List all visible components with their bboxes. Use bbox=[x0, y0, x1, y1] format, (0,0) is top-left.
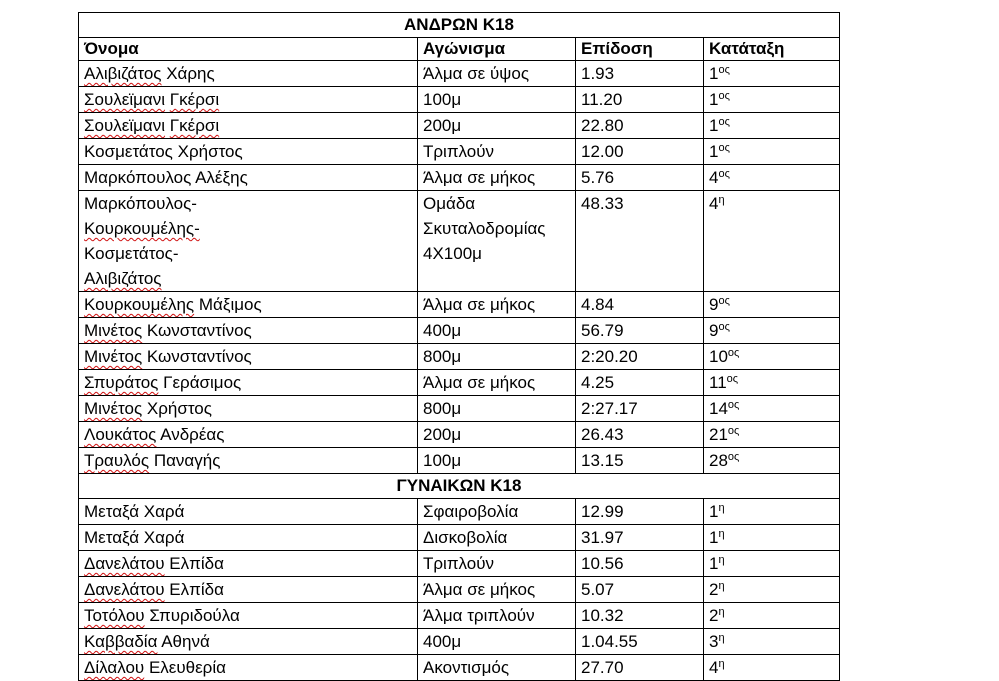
mark-value: 2:20.20 bbox=[581, 347, 638, 366]
mark-value: 4.25 bbox=[581, 373, 615, 392]
header-rank: Κατάταξη bbox=[704, 38, 840, 61]
rank-ordinal-suffix: η bbox=[718, 606, 725, 618]
rank-ordinal-suffix: ος bbox=[726, 373, 739, 385]
rank-ordinal-suffix: ος bbox=[727, 399, 740, 411]
rank-cell bbox=[704, 603, 840, 629]
rank-ordinal-suffix: ος bbox=[727, 451, 740, 463]
mark-value: 12.99 bbox=[581, 502, 624, 521]
name-cell bbox=[79, 422, 418, 448]
rank-value: 1 bbox=[709, 142, 719, 161]
rank-ordinal-suffix: ος bbox=[718, 142, 730, 154]
rank-ordinal-suffix: ος bbox=[718, 116, 730, 128]
table-row bbox=[79, 61, 840, 87]
name-cell bbox=[79, 577, 418, 603]
table-row bbox=[79, 292, 840, 318]
rank-cell bbox=[704, 139, 840, 165]
event-label: Άλμα σε μήκος bbox=[423, 168, 536, 187]
rank-ordinal-suffix: η bbox=[718, 580, 725, 592]
event-label: 800μ bbox=[423, 347, 462, 366]
header-name: Όνομα bbox=[79, 38, 418, 61]
rank-value: 10 bbox=[709, 347, 728, 366]
event-label: 800μ bbox=[423, 399, 462, 418]
table-row bbox=[79, 370, 840, 396]
mark-cell bbox=[576, 370, 704, 396]
athlete-name: Μεταξά Χαρά bbox=[84, 528, 185, 547]
table-row bbox=[79, 165, 840, 191]
mark-cell bbox=[576, 396, 704, 422]
event-cell bbox=[418, 61, 576, 87]
name-cell bbox=[79, 448, 418, 474]
rank-ordinal-suffix: ος bbox=[718, 90, 730, 102]
mark-cell bbox=[576, 603, 704, 629]
mark-value: 10.32 bbox=[581, 606, 624, 625]
mark-cell bbox=[576, 448, 704, 474]
event-cell bbox=[418, 139, 576, 165]
rank-ordinal-suffix: ος bbox=[727, 347, 740, 359]
rank-cell bbox=[704, 191, 840, 292]
event-cell bbox=[418, 113, 576, 139]
rank-cell bbox=[704, 551, 840, 577]
event-label: 400μ bbox=[423, 632, 462, 651]
name-cell bbox=[79, 191, 418, 292]
event-label: 200μ bbox=[423, 116, 462, 135]
mark-cell bbox=[576, 113, 704, 139]
rank-ordinal-suffix: η bbox=[718, 554, 725, 566]
header-mark: Επίδοση bbox=[576, 38, 704, 61]
mark-cell bbox=[576, 87, 704, 113]
table-row bbox=[79, 191, 840, 292]
name-cell bbox=[79, 525, 418, 551]
athlete-name: Μινέτος Κωνσταντίνος bbox=[84, 321, 252, 340]
mark-value: 31.97 bbox=[581, 528, 624, 547]
mark-value: 22.80 bbox=[581, 116, 624, 135]
rank-ordinal-suffix: η bbox=[718, 632, 725, 644]
athlete-name: Αλιβιζάτος Χάρης bbox=[84, 64, 215, 83]
rank-value: 1 bbox=[709, 90, 719, 109]
athlete-name: Δίλαλου Ελευθερία bbox=[84, 658, 226, 677]
mark-value: 10.56 bbox=[581, 554, 624, 573]
table-row bbox=[79, 113, 840, 139]
athlete-name: Μεταξά Χαρά bbox=[84, 502, 185, 521]
name-cell bbox=[79, 603, 418, 629]
mark-value: 5.76 bbox=[581, 168, 615, 187]
table-row bbox=[79, 629, 840, 655]
event-label: 200μ bbox=[423, 425, 462, 444]
event-cell bbox=[418, 344, 576, 370]
rank-cell bbox=[704, 448, 840, 474]
rank-ordinal-suffix: η bbox=[718, 528, 725, 540]
table-row bbox=[79, 551, 840, 577]
event-line: Σκυταλοδρομίας bbox=[423, 219, 546, 238]
mark-cell bbox=[576, 577, 704, 603]
results-body bbox=[79, 13, 840, 681]
event-label: 400μ bbox=[423, 321, 462, 340]
athlete-name: Μινέτος Κωνσταντίνος bbox=[84, 347, 252, 366]
event-label: Δισκοβολία bbox=[423, 528, 508, 547]
rank-cell bbox=[704, 655, 840, 681]
name-cell bbox=[79, 318, 418, 344]
mark-value: 11.20 bbox=[581, 90, 623, 109]
athlete-name: Κοσμετάτος- Αλιβιζάτος bbox=[84, 244, 179, 288]
table-row bbox=[79, 525, 840, 551]
mark-value: 26.43 bbox=[581, 425, 624, 444]
athlete-name: Τοτόλου Σπυριδούλα bbox=[84, 606, 240, 625]
women-section-row bbox=[79, 474, 840, 499]
table-row bbox=[79, 655, 840, 681]
event-label: 100μ bbox=[423, 451, 462, 470]
rank-value: 4 bbox=[709, 658, 719, 677]
mark-value: 4.84 bbox=[581, 295, 615, 314]
table-row bbox=[79, 87, 840, 113]
event-cell bbox=[418, 629, 576, 655]
rank-cell bbox=[704, 87, 840, 113]
event-label: Σφαιροβολία bbox=[423, 502, 519, 521]
rank-cell bbox=[704, 292, 840, 318]
mark-cell bbox=[576, 344, 704, 370]
event-label: 100μ bbox=[423, 90, 462, 109]
name-cell bbox=[79, 61, 418, 87]
name-cell bbox=[79, 292, 418, 318]
rank-cell bbox=[704, 577, 840, 603]
mark-value: 13.15 bbox=[581, 451, 624, 470]
event-label: Άλμα σε μήκος bbox=[423, 295, 536, 314]
mark-value: 5.07 bbox=[581, 580, 615, 599]
mark-value: 1.04.55 bbox=[581, 632, 638, 651]
rank-value: 28 bbox=[709, 451, 728, 470]
rank-ordinal-suffix: ος bbox=[718, 295, 730, 307]
event-label: Ακοντισμός bbox=[423, 658, 510, 677]
rank-value: 14 bbox=[709, 399, 728, 418]
athlete-name: Σουλεϊμανι Γκέρσι bbox=[84, 90, 220, 109]
header-row bbox=[79, 38, 840, 61]
athlete-name: Δανελάτου Ελπίδα bbox=[84, 554, 224, 573]
event-cell bbox=[418, 525, 576, 551]
rank-value: 3 bbox=[709, 632, 719, 651]
event-label: Άλμα σε μήκος bbox=[423, 580, 536, 599]
rank-ordinal-suffix: η bbox=[718, 194, 725, 206]
rank-value: 2 bbox=[709, 580, 719, 599]
rank-value: 9 bbox=[709, 295, 719, 314]
rank-ordinal-suffix: ος bbox=[718, 64, 730, 76]
women-section-title: ΓΥΝΑΙΚΩΝ Κ18 bbox=[79, 474, 840, 499]
table-row bbox=[79, 396, 840, 422]
event-label: Άλμα σε ύψος bbox=[423, 64, 530, 83]
men-section-row bbox=[79, 13, 840, 38]
rank-value: 1 bbox=[709, 64, 719, 83]
rank-value: 2 bbox=[709, 606, 719, 625]
rank-cell bbox=[704, 165, 840, 191]
table-row bbox=[79, 422, 840, 448]
event-cell bbox=[418, 318, 576, 344]
rank-value: 4 bbox=[709, 168, 719, 187]
mark-cell bbox=[576, 525, 704, 551]
event-label: Άλμα σε μήκος bbox=[423, 373, 536, 392]
results-table bbox=[78, 12, 840, 681]
event-line: 4Χ100μ bbox=[423, 244, 482, 263]
mark-cell bbox=[576, 61, 704, 87]
mark-cell bbox=[576, 139, 704, 165]
rank-value: 11 bbox=[709, 373, 727, 392]
mark-cell bbox=[576, 499, 704, 525]
rank-value: 9 bbox=[709, 321, 719, 340]
name-cell bbox=[79, 629, 418, 655]
rank-value: 1 bbox=[709, 116, 719, 135]
athlete-name: Σουλεϊμανι Γκέρσι bbox=[84, 116, 220, 135]
athlete-name: Μινέτος Χρήστος bbox=[84, 399, 212, 418]
mark-value: 12.00 bbox=[581, 142, 624, 161]
rank-ordinal-suffix: ος bbox=[718, 168, 730, 180]
athlete-name: Κοσμετάτος Χρήστος bbox=[84, 142, 243, 161]
event-cell bbox=[418, 422, 576, 448]
mark-value: 48.33 bbox=[581, 194, 624, 213]
event-cell bbox=[418, 191, 576, 292]
rank-cell bbox=[704, 370, 840, 396]
mark-cell bbox=[576, 292, 704, 318]
rank-cell bbox=[704, 396, 840, 422]
event-cell bbox=[418, 396, 576, 422]
mark-cell bbox=[576, 629, 704, 655]
name-cell bbox=[79, 370, 418, 396]
mark-value: 27.70 bbox=[581, 658, 624, 677]
mark-cell bbox=[576, 422, 704, 448]
rank-ordinal-suffix: ος bbox=[727, 425, 740, 437]
name-cell bbox=[79, 396, 418, 422]
athlete-name: Τραυλός Παναγής bbox=[84, 451, 221, 470]
mark-value: 56.79 bbox=[581, 321, 624, 340]
table-row bbox=[79, 577, 840, 603]
rank-ordinal-suffix: η bbox=[718, 502, 725, 514]
rank-value: 1 bbox=[709, 554, 719, 573]
athlete-name: Σπυράτος Γεράσιμος bbox=[84, 373, 242, 392]
mark-cell bbox=[576, 655, 704, 681]
rank-ordinal-suffix: η bbox=[718, 658, 725, 670]
rank-value: 21 bbox=[709, 425, 728, 444]
mark-cell bbox=[576, 191, 704, 292]
table-row bbox=[79, 318, 840, 344]
athlete-name: Καββαδία Αθηνά bbox=[84, 632, 210, 651]
mark-value: 1.93 bbox=[581, 64, 615, 83]
rank-value: 4 bbox=[709, 194, 719, 213]
rank-cell bbox=[704, 344, 840, 370]
rank-cell bbox=[704, 629, 840, 655]
table-row bbox=[79, 139, 840, 165]
header-event: Αγώνισμα bbox=[418, 38, 576, 61]
event-cell bbox=[418, 499, 576, 525]
event-cell bbox=[418, 87, 576, 113]
name-cell bbox=[79, 499, 418, 525]
table-row bbox=[79, 448, 840, 474]
event-cell bbox=[418, 165, 576, 191]
table-row bbox=[79, 499, 840, 525]
rank-cell bbox=[704, 318, 840, 344]
rank-value: 1 bbox=[709, 502, 719, 521]
event-cell bbox=[418, 603, 576, 629]
mark-value: 2:27.17 bbox=[581, 399, 638, 418]
event-label: Άλμα τριπλούν bbox=[423, 606, 535, 625]
event-cell bbox=[418, 655, 576, 681]
name-cell bbox=[79, 165, 418, 191]
mark-cell bbox=[576, 551, 704, 577]
athlete-name: Λουκάτος Ανδρέας bbox=[84, 425, 225, 444]
name-cell bbox=[79, 344, 418, 370]
event-label: Τριπλούν bbox=[423, 554, 495, 573]
rank-value: 1 bbox=[709, 528, 719, 547]
event-cell bbox=[418, 577, 576, 603]
athlete-name: Κουρκουμέλης Μάξιμος bbox=[84, 295, 262, 314]
name-cell bbox=[79, 113, 418, 139]
athlete-name: Μαρκόπουλος Αλέξης bbox=[84, 168, 248, 187]
rank-cell bbox=[704, 61, 840, 87]
event-cell bbox=[418, 370, 576, 396]
mark-cell bbox=[576, 165, 704, 191]
rank-ordinal-suffix: ος bbox=[718, 321, 730, 333]
rank-cell bbox=[704, 422, 840, 448]
name-cell bbox=[79, 139, 418, 165]
event-line: Ομάδα bbox=[423, 194, 476, 213]
athlete-name: Μαρκόπουλος- Κουρκουμέλης- bbox=[84, 194, 200, 238]
event-cell bbox=[418, 448, 576, 474]
mark-cell bbox=[576, 318, 704, 344]
table-row bbox=[79, 344, 840, 370]
event-cell bbox=[418, 292, 576, 318]
name-cell bbox=[79, 551, 418, 577]
name-cell bbox=[79, 87, 418, 113]
name-cell bbox=[79, 655, 418, 681]
event-cell bbox=[418, 551, 576, 577]
rank-cell bbox=[704, 525, 840, 551]
rank-cell bbox=[704, 113, 840, 139]
athlete-name: Δανελάτου Ελπίδα bbox=[84, 580, 224, 599]
event-label: Τριπλούν bbox=[423, 142, 495, 161]
table-row bbox=[79, 603, 840, 629]
men-section-title: ΑΝΔΡΩΝ Κ18 bbox=[79, 13, 840, 38]
rank-cell bbox=[704, 499, 840, 525]
